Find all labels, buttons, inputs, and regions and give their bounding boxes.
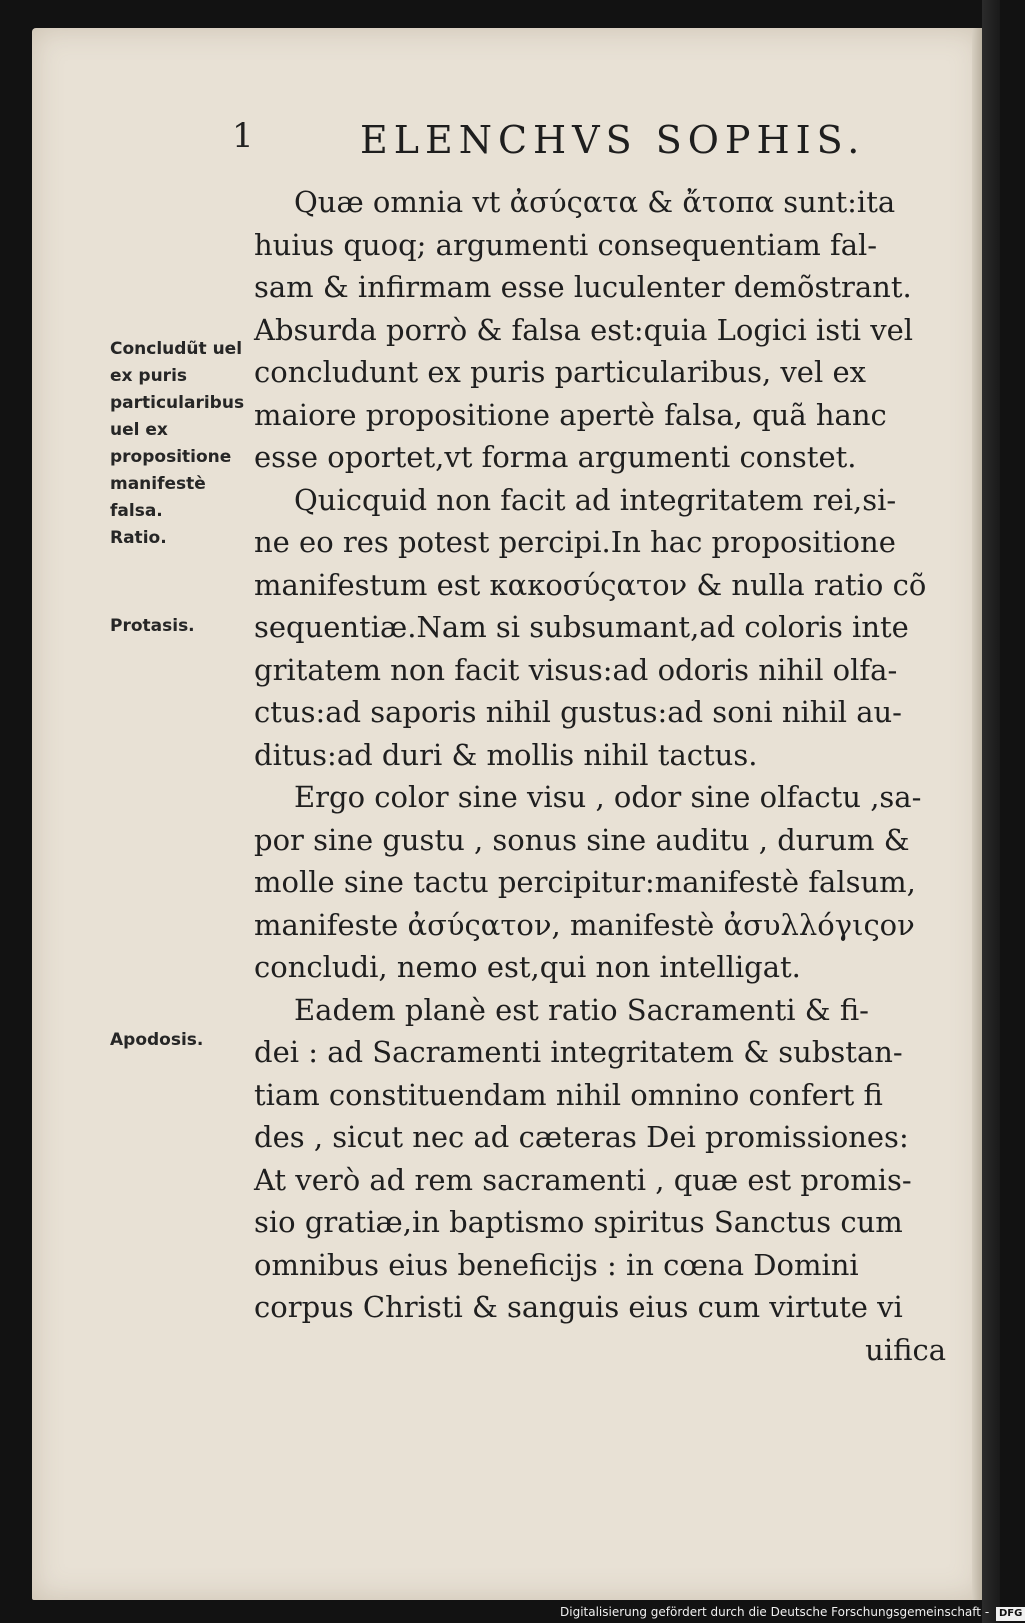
text-line: sequentiæ.Nam si subsumant,ad coloris inte bbox=[254, 610, 909, 644]
dfg-logo: DFG bbox=[996, 1607, 1025, 1621]
text-line: Absurda porrò & falsa est:quia Logici isti vel bbox=[254, 312, 914, 347]
text-line: maiore propositione apertè falsa, quã hanc bbox=[254, 397, 887, 432]
text-line: tiam constituendam nihil omnino confert fi bbox=[254, 1077, 883, 1112]
body-text bbox=[254, 181, 960, 1371]
text-line: sio gratiæ,in baptismo spiritus Sanctus cum bbox=[254, 1205, 903, 1239]
margin-note-conclusion bbox=[110, 336, 250, 552]
text-line: Eadem planè est ratio Sacramenti & fi- bbox=[294, 992, 869, 1027]
text-line: corpus Christi & sanguis eius cum virtute vi bbox=[254, 1290, 903, 1324]
book-cover-edge bbox=[982, 0, 1000, 1623]
text-line: dei : ad Sacramenti integritatem & substan- bbox=[254, 1035, 903, 1069]
text-line: ctus:ad saporis nihil gustus:ad soni nihil au- bbox=[254, 695, 902, 729]
text-line: Quæ omnia vt ἀσύςατα & ἄτοπα sunt:ita bbox=[294, 185, 896, 219]
text-line: ditus:ad duri & mollis nihil tactus. bbox=[254, 737, 758, 772]
text-line: gritatem non facit visus:ad odoris nihil olfa- bbox=[254, 652, 898, 687]
text-line: manifeste ἀσύςατον, manifestè ἀσυλλόγιςον bbox=[254, 907, 915, 942]
margin-note-protasis: Protasis. bbox=[110, 616, 195, 636]
text-line: sam & infirmam esse luculenter demõstrant. bbox=[254, 270, 912, 304]
margin-note-ratio: Ratio. bbox=[110, 528, 167, 548]
footer-text: Digitalisierung gefördert durch die Deutsche Forschungsgemeinschaft - bbox=[560, 1605, 990, 1619]
page-edge bbox=[972, 28, 982, 1600]
catchword: uifica bbox=[865, 1332, 946, 1367]
text-line: esse oportet,vt forma argumenti constet. bbox=[254, 440, 857, 474]
text-line: Quicquid non facit ad integritatem rei,si- bbox=[294, 482, 897, 517]
text-line: huius quoq; argumenti consequentiam fal- bbox=[254, 227, 878, 262]
page-number: 1 bbox=[232, 116, 254, 156]
margin-note-apodosis: Apodosis. bbox=[110, 1030, 204, 1050]
text-line: concludunt ex puris particularibus, vel ex bbox=[254, 355, 866, 389]
text-line: des , sicut nec ad cæteras Dei promissiones: bbox=[254, 1120, 909, 1154]
text-line: ne eo res potest percipi.In hac propositione bbox=[254, 525, 896, 559]
text-line: por sine gustu , sonus sine auditu , durum & bbox=[254, 822, 910, 857]
digitization-footer bbox=[560, 1601, 1023, 1623]
text-line: At verò ad rem sacramenti , quæ est promis- bbox=[254, 1162, 912, 1197]
text-line: Ergo color sine visu , odor sine olfactu ,sa- bbox=[294, 780, 922, 814]
text-line: manifestum est κακοσύςατον & nulla ratio cõ bbox=[254, 567, 927, 602]
running-head: ELENCHVS SOPHIS. bbox=[360, 118, 866, 162]
margin-note-text: Concludũt uel ex puris particularibus uel ex propositione manifestè falsa. bbox=[110, 339, 245, 521]
text-line: omnibus eius beneficijs : in cœna Domini bbox=[254, 1247, 859, 1282]
text-line: molle sine tactu percipitur:manifestè falsum, bbox=[254, 865, 916, 899]
text-line: concludi, nemo est,qui non intelligat. bbox=[254, 950, 801, 984]
